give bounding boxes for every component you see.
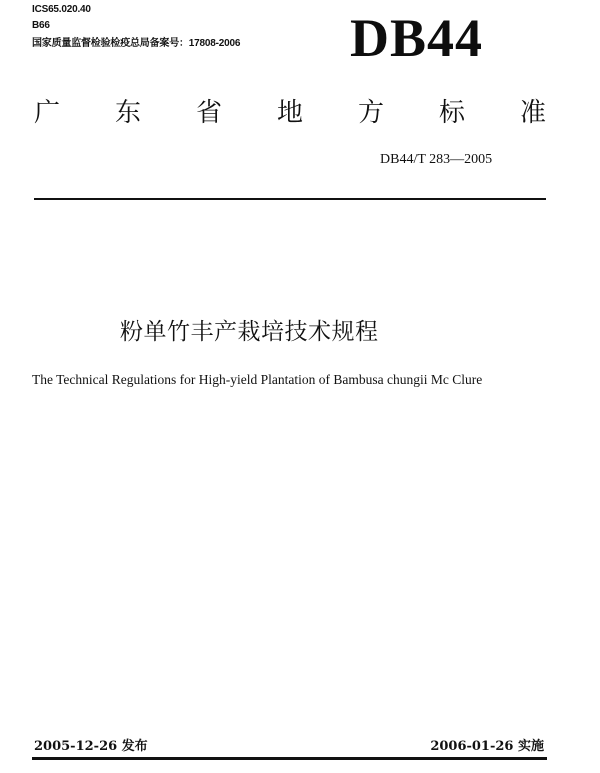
- category-char: 省: [195, 98, 222, 128]
- registration-number: 国家质量监督检验检疫总局备案号：17808-2006: [32, 38, 241, 49]
- standard-number: DB44/T 283—2005: [380, 152, 493, 167]
- category-char: 方: [357, 98, 384, 128]
- category-char: 地: [276, 98, 303, 128]
- ccs-code: B66: [32, 20, 50, 31]
- category-char: 标: [438, 98, 465, 128]
- document-title-chinese: 粉单竹丰产栽培技术规程: [120, 319, 379, 345]
- document-title-english: The Technical Regulations for High-yield Plantation of Bambusa chungii Mc Clure: [32, 372, 483, 387]
- issue-date: 2005-12-26 发布: [34, 739, 148, 754]
- category-char: 准: [519, 98, 546, 128]
- bottom-divider: [32, 757, 547, 760]
- implementation-date: 2006-01-26 实施: [430, 739, 544, 754]
- category-char: 广: [33, 98, 60, 128]
- standard-code-logo: DB44: [350, 8, 484, 68]
- category-char: 东: [114, 98, 141, 128]
- ics-code: ICS65.020.40: [32, 4, 91, 15]
- standard-category: [30, 96, 550, 130]
- top-divider: [34, 198, 546, 200]
